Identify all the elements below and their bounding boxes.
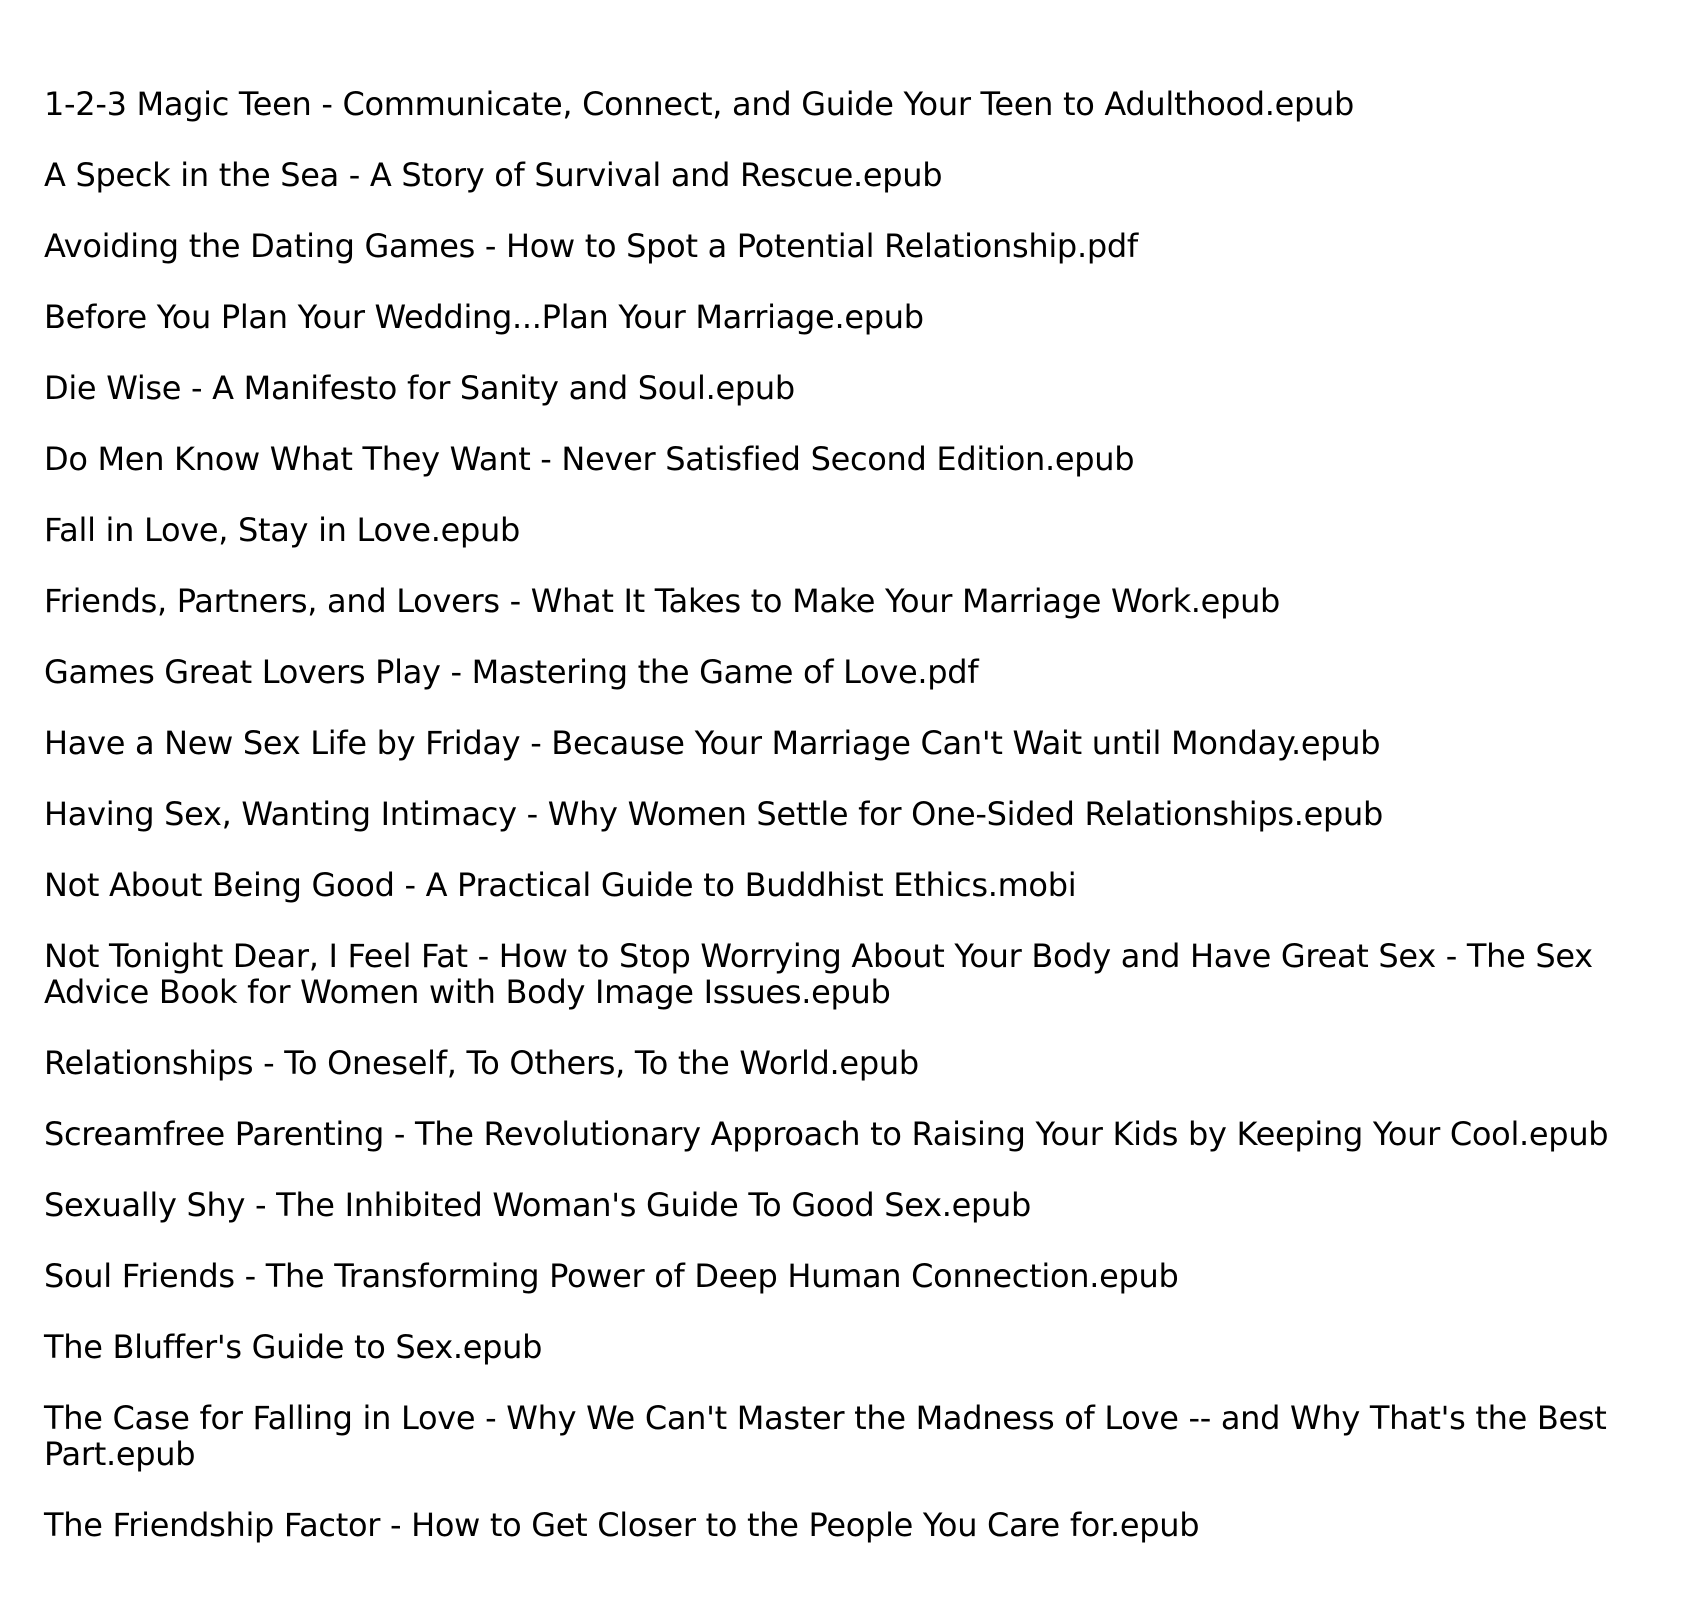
file-name: Soul Friends - The Transforming Power of Deep Human Connection.epub bbox=[44, 1257, 1179, 1295]
file-name: Not About Being Good - A Practical Guide to Buddhist Ethics.mobi bbox=[44, 866, 1077, 904]
file-name: Have a New Sex Life by Friday - Because Your Marriage Can't Wait until Monday.epub bbox=[44, 724, 1381, 762]
file-name: Before You Plan Your Wedding...Plan Your Marriage.epub bbox=[44, 298, 924, 336]
file-name: Die Wise - A Manifesto for Sanity and Soul.epub bbox=[44, 369, 795, 407]
file-name: Not Tonight Dear, I Feel Fat - How to Stop Worrying About Your Body and Have Great Sex - The Sex Advice Book for Women with Body Image Issues.epub bbox=[44, 937, 1593, 1011]
file-name: Games Great Lovers Play - Mastering the Game of Love.pdf bbox=[44, 653, 979, 691]
file-name: Relationships - To Oneself, To Others, To the World.epub bbox=[44, 1044, 919, 1082]
file-name: 1-2-3 Magic Teen - Communicate, Connect, and Guide Your Teen to Adulthood.epub bbox=[44, 85, 1355, 123]
file-name: Sexually Shy - The Inhibited Woman's Guide To Good Sex.epub bbox=[44, 1186, 1032, 1224]
file-name: Fall in Love, Stay in Love.epub bbox=[44, 511, 521, 549]
file-name: The Case for Falling in Love - Why We Can't Master the Madness of Love -- and Why That's the Best Part.epub bbox=[44, 1399, 1607, 1473]
file-name: A Speck in the Sea - A Story of Survival and Rescue.epub bbox=[44, 156, 943, 194]
file-name: The Friendship Factor - How to Get Closer to the People You Care for.epub bbox=[44, 1506, 1200, 1544]
file-name: Screamfree Parenting - The Revolutionary Approach to Raising Your Kids by Keeping Your Cool.epub bbox=[44, 1115, 1609, 1153]
file-name: Having Sex, Wanting Intimacy - Why Women Settle for One-Sided Relationships.epub bbox=[44, 795, 1384, 833]
file-name: The Bluffer's Guide to Sex.epub bbox=[44, 1328, 543, 1366]
file-list bbox=[44, 86, 1664, 1578]
file-name: Friends, Partners, and Lovers - What It Takes to Make Your Marriage Work.epub bbox=[44, 582, 1281, 620]
file-name: Do Men Know What They Want - Never Satisfied Second Edition.epub bbox=[44, 440, 1135, 478]
file-name: Avoiding the Dating Games - How to Spot a Potential Relationship.pdf bbox=[44, 227, 1138, 265]
